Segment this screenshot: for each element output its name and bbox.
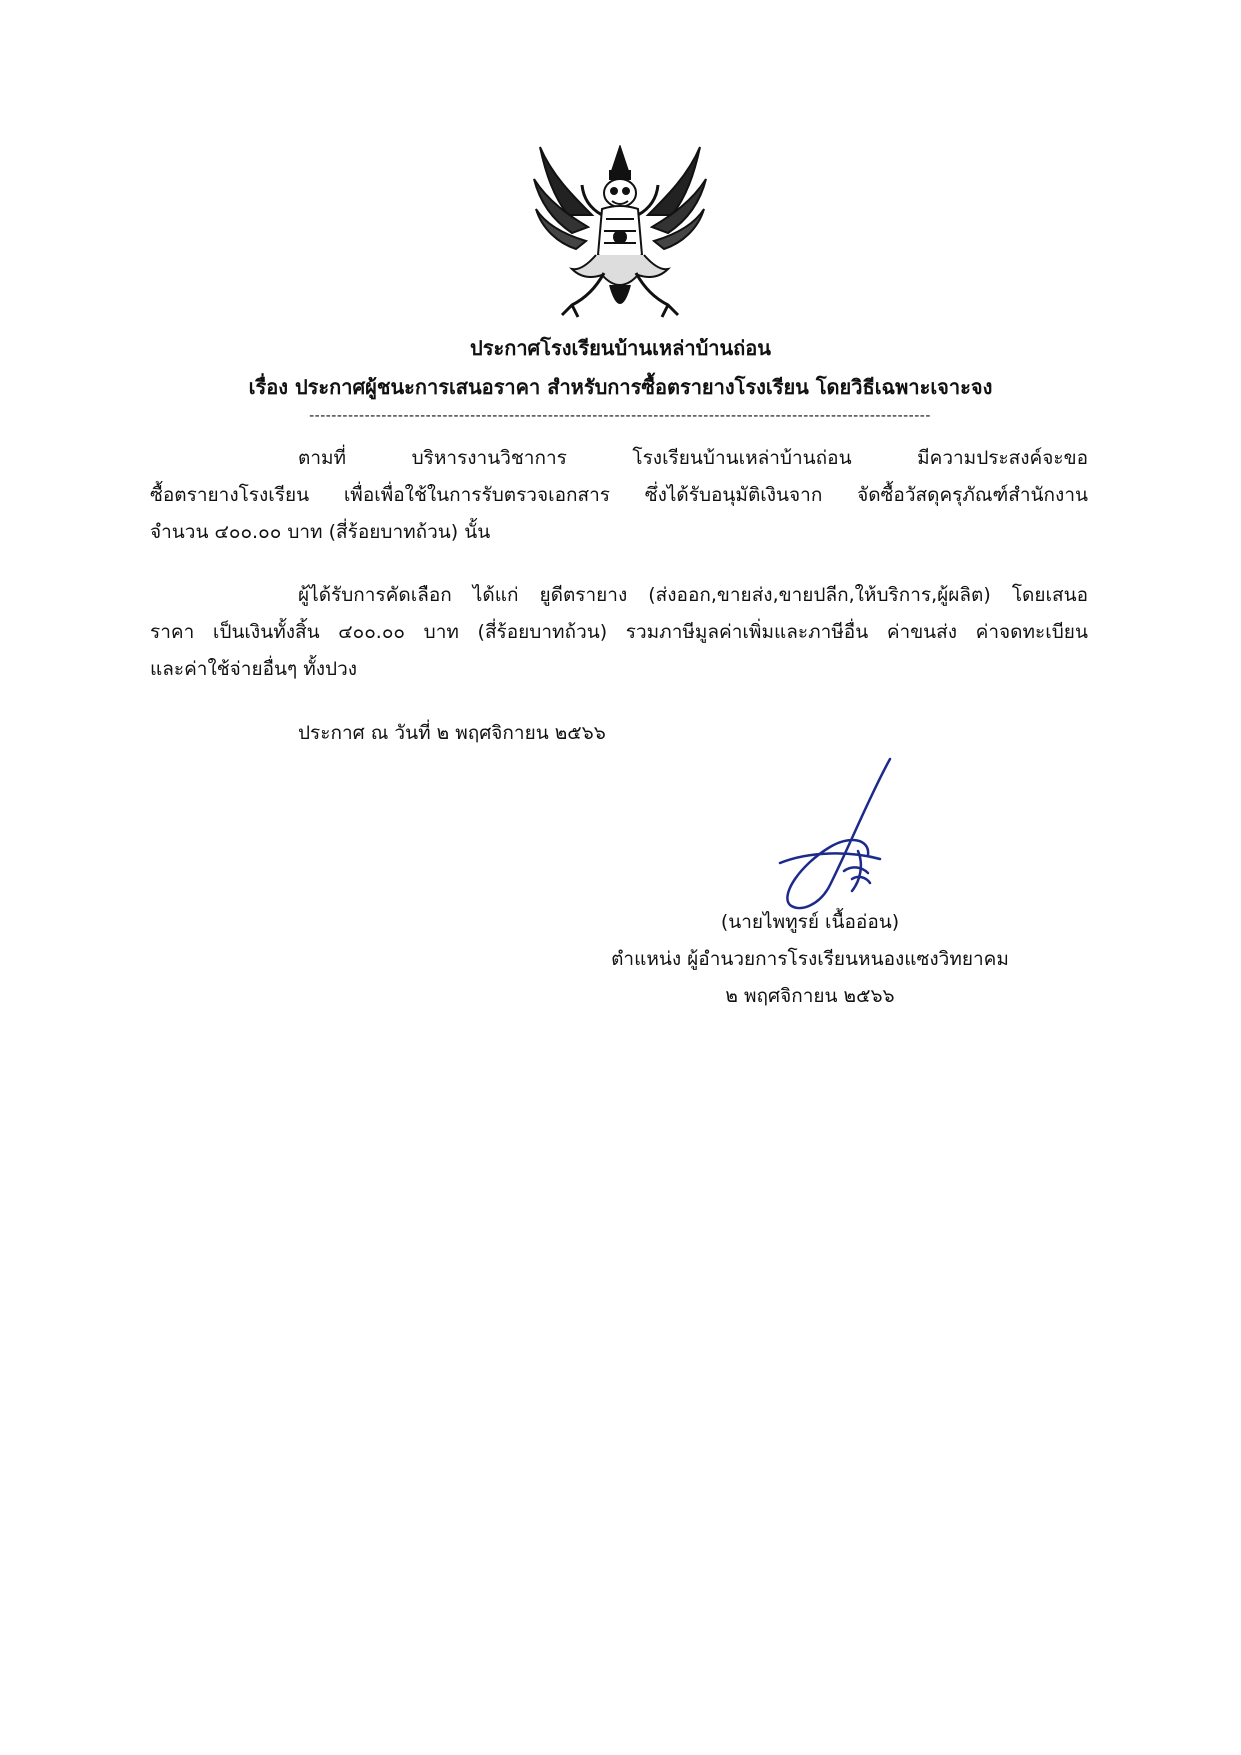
p2-word: บาท — [423, 621, 459, 643]
p2-word: ค่าขนส่ง — [886, 621, 958, 643]
p2-word: ได้แก่ — [472, 584, 519, 606]
p2-word: เป็นเงินทั้งสิ้น — [212, 621, 320, 643]
p2-word: (ส่งออก,ขายส่ง,ขายปลีก,ให้บริการ,ผู้ผลิต) — [648, 584, 991, 606]
p1-word: มีความประสงค์จะขอ — [917, 447, 1088, 469]
p1-word: ซึ่งได้รับอนุมัติเงินจาก — [644, 484, 823, 506]
separator-line: ---------------------------------------------------------------------------------------------------------------- — [309, 408, 931, 424]
document-title: ประกาศโรงเรียนบ้านเหล่าบ้านถ่อน — [470, 336, 771, 360]
p2-word: โดยเสนอ — [1011, 584, 1088, 606]
signature-mark — [740, 755, 970, 915]
p2-word: ผู้ได้รับการคัดเลือก — [298, 584, 452, 606]
p2-word: ค่าจดทะเบียน — [975, 621, 1088, 643]
paragraph2-line2 — [150, 617, 1088, 647]
p2-word: ราคา — [150, 621, 195, 643]
announcement-date: ประกาศ ณ วันที่ ๒ พฤศจิกายน ๒๕๖๖ — [298, 722, 606, 744]
paragraph1-line2 — [150, 480, 1088, 510]
paragraph1-line1 — [298, 443, 1088, 473]
p2-word: ยูดีตรายาง — [539, 584, 628, 606]
p1-word: โรงเรียนบ้านเหล่าบ้านถ่อน — [632, 447, 852, 469]
p1-word: ซื้อตรายางโรงเรียน — [150, 484, 310, 506]
p1-word: บริหารงานวิชาการ — [411, 447, 567, 469]
p1-word: เพื่อเพื่อใช้ในการรับตรวจเอกสาร — [343, 484, 610, 506]
signer-position: ตำแหน่ง ผู้อำนวยการโรงเรียนหนองแซงวิทยาคม — [611, 948, 1009, 970]
p2-word: (สี่ร้อยบาทถ้วน) — [477, 621, 608, 643]
signature-date: ๒ พฤศจิกายน ๒๕๖๖ — [725, 985, 895, 1007]
garuda-emblem-icon — [532, 145, 708, 323]
document-subject: เรื่อง ประกาศผู้ชนะการเสนอราคา สำหรับการซื้อตรายางโรงเรียน โดยวิธีเฉพาะเจาะจง — [248, 375, 993, 399]
paragraph2-line3: และค่าใช้จ่ายอื่นๆ ทั้งปวง — [150, 658, 358, 680]
p1-word: จัดซื้อวัสดุครุภัณฑ์สำนักงาน — [857, 484, 1088, 506]
p1-word: ตามที่ — [298, 447, 347, 469]
p2-word: ๔๐๐.๐๐ — [338, 621, 406, 643]
signer-name: (นายไพทูรย์ เนื้ออ่อน) — [720, 911, 900, 933]
paragraph1-line3: จำนวน ๔๐๐.๐๐ บาท (สี่ร้อยบาทถ้วน) นั้น — [150, 521, 491, 543]
p2-word: รวมภาษีมูลค่าเพิ่มและภาษีอื่น — [625, 621, 869, 643]
paragraph2-line1 — [298, 580, 1088, 610]
